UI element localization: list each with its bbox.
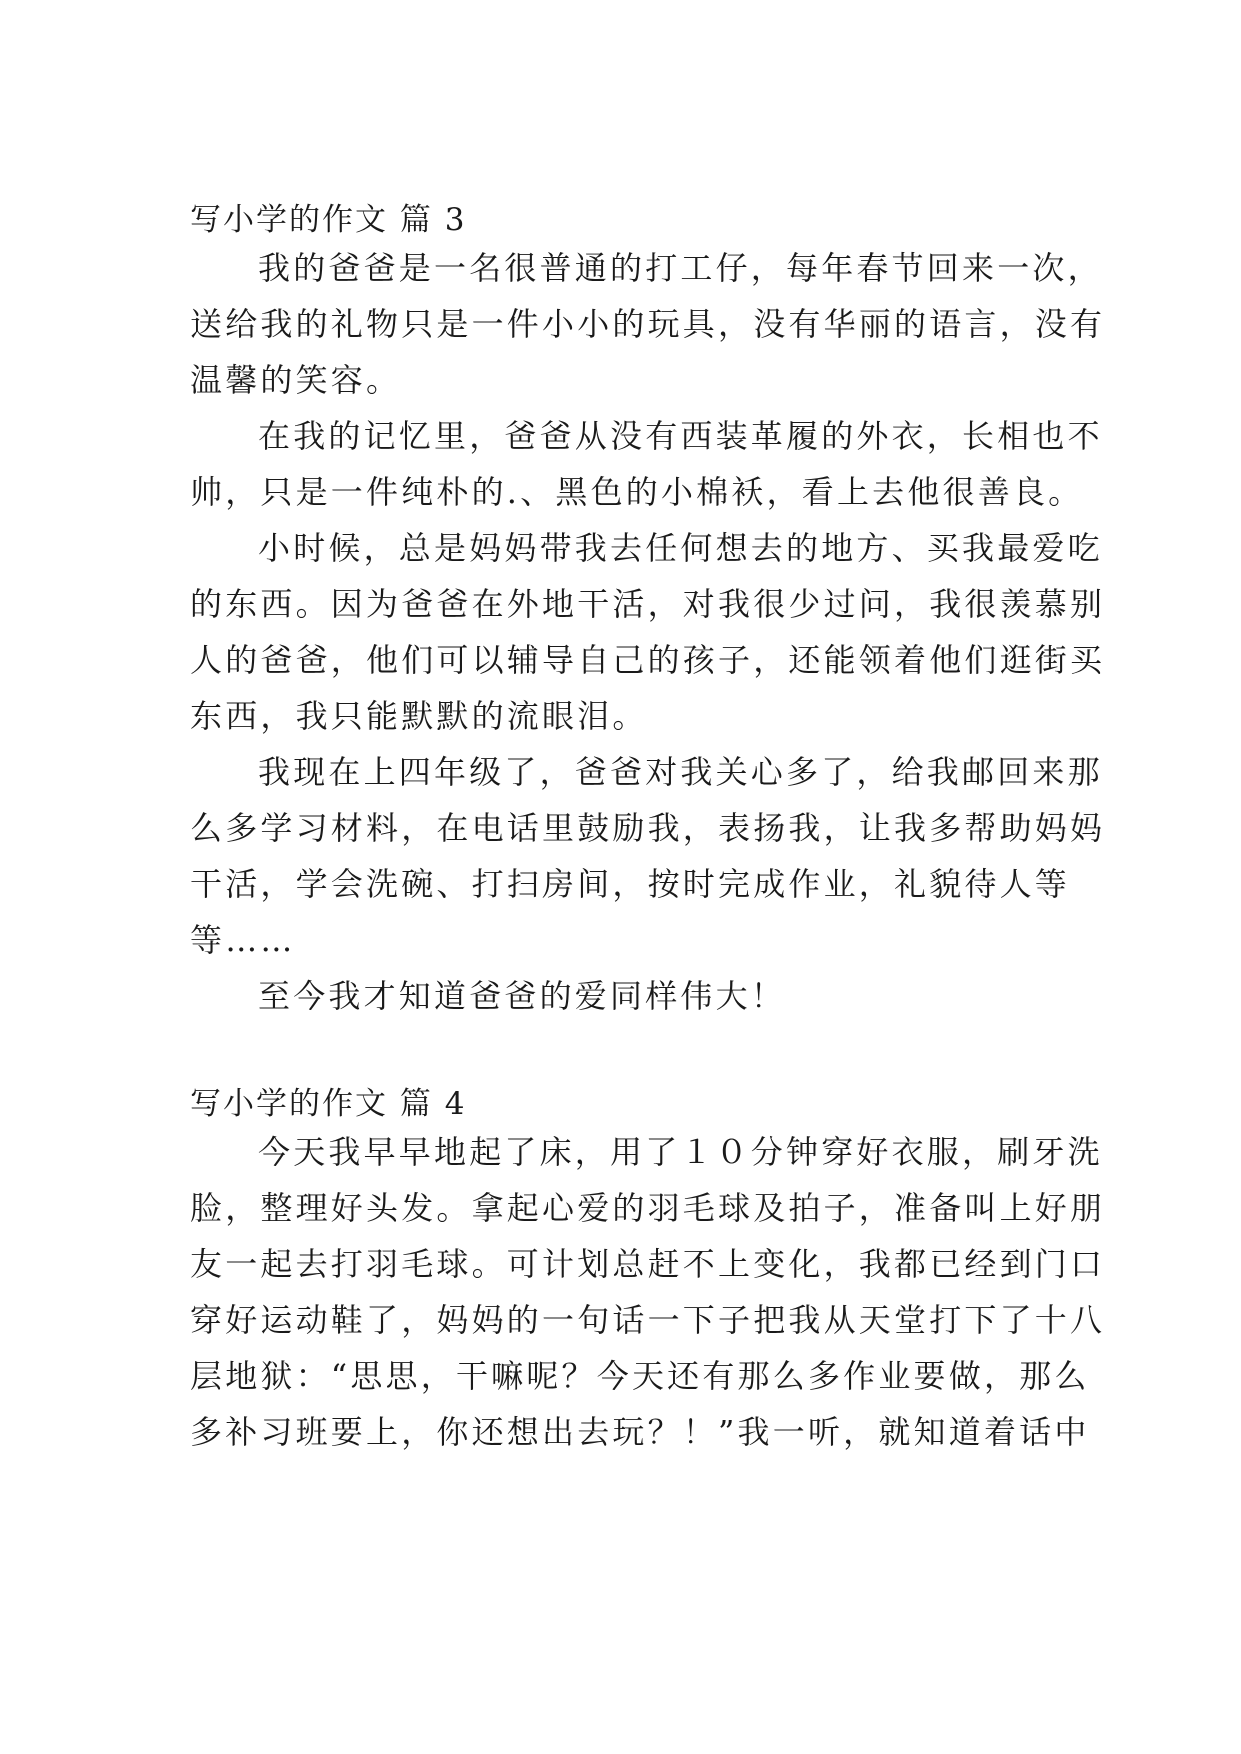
section-3-line: 送给我的礼物只是一件小小的玩具，没有华丽的语言，没有 — [190, 305, 1106, 343]
section-4-line: 友一起去打羽毛球。可计划总赶不上变化，我都已经到门口 — [190, 1245, 1106, 1283]
section-3-line: 在我的记忆里，爸爸从没有西装革履的外衣，长相也不 — [258, 417, 1103, 455]
section-3-line: 小时候，总是妈妈带我去任何想去的地方、买我最爱吃 — [258, 529, 1103, 567]
section-4-line: 层地狱：“思思，干嘛呢？今天还有那么多作业要做，那么 — [190, 1357, 1090, 1395]
section-3-line: 帅，只是一件纯朴的.、黑色的小棉袄，看上去他很善良。 — [190, 473, 1084, 511]
section-4-line: 脸，整理好头发。拿起心爱的羽毛球及拍子，准备叫上好朋 — [190, 1189, 1106, 1227]
section-4-heading: 写小学的作文 篇 4 — [190, 1086, 467, 1122]
section-3-heading: 写小学的作文 篇 3 — [190, 202, 467, 238]
section-3-line: 我的爸爸是一名很普通的打工仔，每年春节回来一次， — [258, 249, 1103, 287]
section-3-line: 干活，学会洗碗、打扫房间，按时完成作业，礼貌待人等 — [190, 865, 1071, 903]
section-3-line: 温馨的笑容。 — [190, 361, 402, 399]
section-4-line: 穿好运动鞋了，妈妈的一句话一下子把我从天堂打下了十八 — [190, 1301, 1106, 1339]
section-3-line: 至今我才知道爸爸的爱同样伟大！ — [258, 977, 787, 1015]
section-3-line: 等…… — [190, 921, 296, 959]
section-4-line: 今天我早早地起了床，用了１０分钟穿好衣服，刷牙洗 — [258, 1133, 1103, 1171]
section-3-line: 我现在上四年级了，爸爸对我关心多了，给我邮回来那 — [258, 753, 1103, 791]
section-3-line: 人的爸爸，他们可以辅导自己的孩子，还能领着他们逛街买 — [190, 641, 1106, 679]
section-4-line: 多补习班要上，你还想出去玩？！”我一听，就知道着话中 — [190, 1413, 1090, 1451]
section-3-line: 的东西。因为爸爸在外地干活，对我很少过问，我很羡慕别 — [190, 585, 1106, 623]
section-3-line: 么多学习材料，在电话里鼓励我，表扬我，让我多帮助妈妈 — [190, 809, 1106, 847]
section-3-line: 东西，我只能默默的流眼泪。 — [190, 697, 648, 735]
